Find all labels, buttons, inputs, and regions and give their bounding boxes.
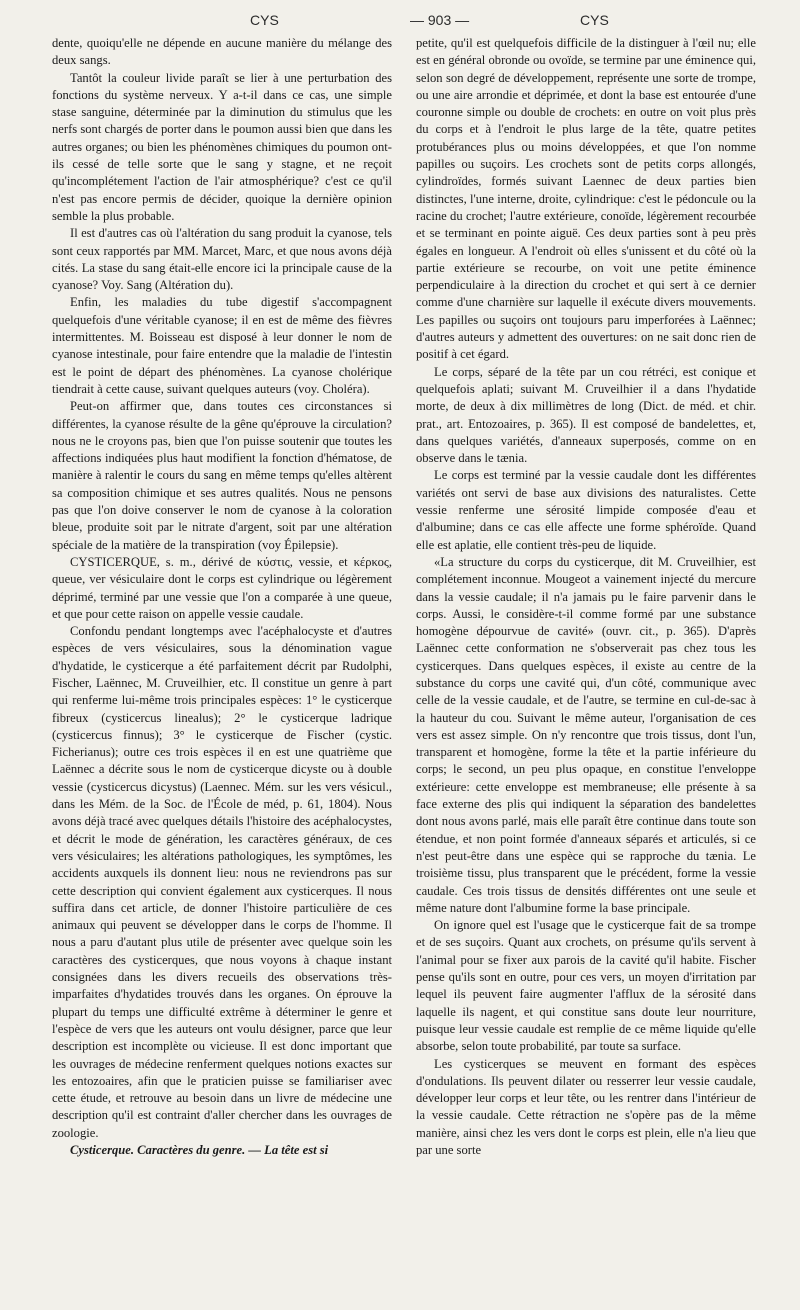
page-number: — 903 — xyxy=(410,12,470,28)
header-left-word: CYS xyxy=(250,12,279,28)
left-paragraph-7: Confondu pendant longtemps avec l'acéphalocyste et d'autres espèces de vers vésiculaires, sous la dénomination vague d'hydatide, le cysticerque a été parfaitement décrit par Rudolphi, Fischer, Laënnec, M. Cruveilhier, etc. Il constitue un genre à part qui renferme lui-même trois principales espèces: 1° le cysticerque fibreux (cysticercus linealus); 2° le cysticerque ladrique (cysticercus finnus); 3° le cysticerque de Fischer (cystic. Ficherianus); outre ces trois espèces il en est une quatrième que Laënnec a décrite sous le nom de cysticerque dicyste ou à double vessie (cysticercus dicystus) (Laennec. Mém. sur les vers vésicul., dans les Mém. de la Soc. de l'École de méd, p. 61, 1804). Nous avons déjà tracé avec quelques détails l'histoire des acéphalocystes, et décrit le mode de génération, les caractères généraux, de ces vers vésiculaires; les altérations pathologiques, les symptômes, les accidents auxquels ils donnent lieu: nous ne reviendrons pas sur cette description qui convient également aux cysticerques. Il nous suffira dans cet article, de donner l'histoire particulière de ces animaux qui peuvent se développer dans le corps de l'homme. Il nous a paru d'autant plus utile de présenter avec quelque soin les caractères des cysticerques, que nous voyons à chaque instant consignées dans les divers recueils des observations très-imparfaites d'hydatides trouvés dans les organes. On éprouve la plupart du temps une difficulté extrême à déterminer le genre et l'espèce de vers que les auteurs ont voulu désigner, parce que leur description est incomplète ou vicieuse. Il est donc important que les ouvrages de médecine renferment quelques notions exactes sur les entozoaires, afin que le praticien puisse se familiariser avec cette étude, et retrouve au besoin dans un livre de médecine une description qu'il est contraint d'aller chercher dans les ouvrages de zoologie. xyxy=(52,624,392,1140)
right-column xyxy=(416,35,756,1297)
running-header xyxy=(50,12,750,34)
left-column xyxy=(52,35,392,1297)
right-paragraph-3: Le corps est terminé par la vessie caudale dont les différentes variétés ont servi de base aux divisions des naturalistes. Cette vessie renferme une sérosité limpide composée d'eau et d'albumine; dans ce cas elle affecte une forme sphéroïde. Quand elle est aplatie, elle contient très-peu de liquide. xyxy=(416,468,756,552)
right-paragraph-6: Les cysticerques se meuvent en formant des espèces d'ondulations. Ils peuvent dilater ou resserrer leur vessie caudale, développer leur corps et leur tête, ou les rentrer dans l'intérieur de la vessie caudale. Cette rétraction ne s'opère pas de la même manière, ainsi chez les vers dont le corps est plein, elle n'a lieu que par une sorte xyxy=(416,1056,756,1157)
right-paragraph-2: Le corps, séparé de la tête par un cou rétréci, est conique et quelquefois aplati; suivant M. Cruveilhier il a dans l'hydatide morte, de deux à dix millimètres de long (Dict. de méd. et chir. prat., art. Entozoaires, p. 365). Il est composé de bandelettes, et, dans quelques variétés, d'anneaux superposés, comme on en observe dans le tænia. xyxy=(416,364,756,466)
right-paragraph-4: «La structure du corps du cysticerque, dit M. Cruveilhier, est complétement inconnue. Mougeot a vainement injecté du mercure dans la vessie caudale; il n'a jamais pu le faire parvenir dans le corps. Aussi, le considère-t-il comme formé par une substance homogène dépourvue de cavité» (ouvr. cit., p. 365). D'après Laënnec cette conformation ne s'observerait pas chez tous les cysticerques. Dans quelques espèces, il existe au centre de la substance du corps une cavité qui, d'un côté, communique avec celle de la vessie caudale, et de l'autre, se termine en cul-de-sac à la hauteur du cou. Suivant le même auteur, l'organisation de ces vers est assez simple. On n'y rencontre que trois tissus, dont l'un, transparent et homogène, forme la tête et la partie inférieure du corps; le second, un peu plus opaque, en constitue l'enveloppe extérieure: cette enveloppe est membraneuse; elle présente à sa face externe des plis qui indiquent la séparation des bandelettes dont nous avons parlé, mais elle paraît être continue dans toute son étendue, et non point formée d'anneaux séparés et articulés, si ce n'est peut-être dans une espèce qui se rapproche du tænia. Le troisième tissu, plus transparent que le précédent, forme la vessie caudale. Ces trois tissus de densités différentes ont une seule et même nature dont l'albumine forme la base principale. xyxy=(416,554,756,915)
header-right-word: CYS xyxy=(580,12,609,28)
left-paragraph-6: CYSTICERQUE, s. m., dérivé de κύστις, vessie, et κέρκος, queue, ver vésiculaire dont le corps est cylindrique ou légèrement déprimé, terminé par une vessie que l'on a comparée à une queue, et que pour cette raison on appelle vessie caudale. xyxy=(52,554,392,621)
left-paragraph-8: Cysticerque. Caractères du genre. — La tête est si xyxy=(70,1143,329,1157)
left-paragraph-4: Enfin, les maladies du tube digestif s'accompagnent quelquefois d'une véritable cyanose; il en est de même des fièvres intermittentes. M. Boisseau est disposé à leur donner le nom de cyanose intestinale, pour faire entendre que la maladie de l'intestin est le point de départ des phénomènes. La cyanose cholérique tiendrait à cette cause, suivant quelques auteurs (voy. Choléra). xyxy=(52,295,392,396)
right-paragraph-5: On ignore quel est l'usage que le cysticerque fait de sa trompe et de ses suçoirs. Quant aux crochets, on présume qu'ils servent à l'animal pour se fixer aux parois de la cavité qu'il habite. Fischer pense qu'ils sont en outre, pour ces vers, un moyen d'irritation par lequel ils peuvent faire augmenter l'afflux de la sérosité dans laquelle ils nagent, et qui constitue sans doute leur nourriture, puisque leur vessie caudale est remplie de ce même liquide qu'elle absorbe, selon toute probabilité, par toute sa surface. xyxy=(416,918,756,1054)
left-paragraph-2: Tantôt la couleur livide paraît se lier à une perturbation des fonctions du système nerveux. Y a-t-il dans ce cas, une simple stase sanguine, déterminée par la diminution du stimulus que les nerfs sont chargés de porter dans le poumon aussi bien que dans les autres organes; ou bien les phénomènes chimiques du poumon ont-ils cessé de telle sorte que le sang y stagne, et ne reçoit qu'incomplétement l'action de l'air atmosphérique? c'est ce qu'il n'est pas encore permis de décider, quoique la dernière opinion semble la plus probable. xyxy=(52,70,392,223)
right-paragraph-1: petite, qu'il est quelquefois difficile de la distinguer à l'œil nu; elle est en général obronde ou ovoïde, se termine par une éminence qui, selon son degré de développement, représente une sorte de trompe, ou une aire arrondie et déprimée, et dont la base est entourée d'une couronne simple ou double de crochets: en outre on voit plus près du corps et à l'endroit le plus large de la tête, quatre petites protubérances plus ou moins développées, et que l'on nomme papilles ou suçoirs. Les crochets sont de petits corps allongés, cylindroïdes, formés suivant Laennec de deux parties bien distinctes, l'une interne, droite, cylindrique: c'est le pédoncule ou la racine du crochet; l'autre extérieure, conoïde, légèrement recourbée et se terminant en pointe aiguë. Ces deux parties sont à peu près égales en longueur. A l'endroit où elles s'unissent et du côté où la partie extérieure se recourbe, on voit une petite éminence perpendiculaire à la direction du crochet et qui sert à ce dernier comme d'une charnière sur laquelle il exécute divers mouvements. Les papilles ou suçoirs ont toujours paru imperforées à Laënnec; d'autres auteurs y admettent des ouvertures: on ne sait donc rien de positif à cet égard. xyxy=(416,36,756,362)
left-paragraph-3: Il est d'autres cas où l'altération du sang produit la cyanose, tels sont ceux rapportés par MM. Marcet, Marc, et que nous avons déjà cités. La stase du sang était-elle encore ici la principale cause de la cyanose? Voy. Sang (Altération du). xyxy=(52,226,392,293)
left-paragraph-1: dente, quoiqu'elle ne dépende en aucune manière du mélange des deux sangs. xyxy=(52,36,392,68)
left-paragraph-5: Peut-on affirmer que, dans toutes ces circonstances si différentes, la cyanose résulte de la gêne qu'éprouve la circulation? nous ne le croyons pas, bien que l'on puisse soutenir que toutes les affections indiquées plus haut modifient la fonction d'hématose, de manière à ralentir le cours du sang en même temps qu'elles altèrent sa composition chimique et ses autres qualités. Nous ne pensons pas que l'on doive conserver le nom de cyanose à la coloration bleue, produite soit par le nitrate d'argent, soit par une altération spéciale de la matière de la transpiration (voy Épilepsie). xyxy=(52,399,392,552)
